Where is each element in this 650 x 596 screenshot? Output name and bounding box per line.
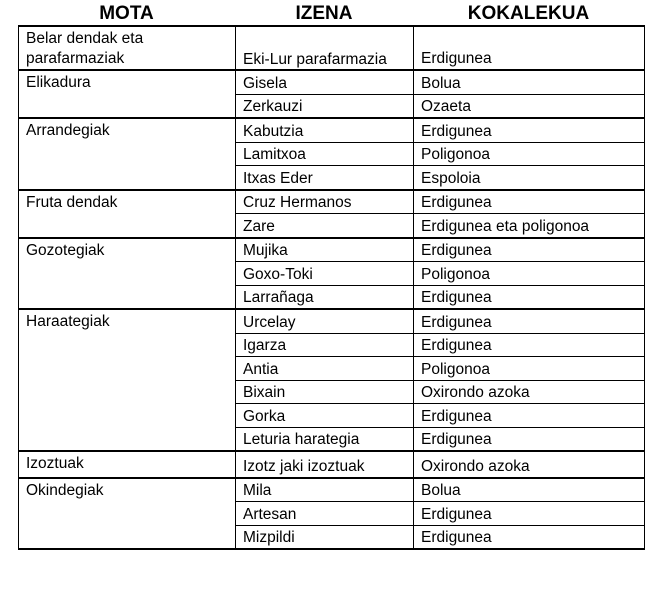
kokalekua-cell: Bolua: [414, 478, 645, 502]
kokalekua-cell: Erdigunea: [414, 190, 645, 214]
table-row: [19, 309, 645, 333]
mota-cell: Arrandegiak: [19, 118, 236, 190]
table-row: [19, 451, 645, 478]
mota-cell: Belar dendak eta parafarmaziak: [19, 26, 236, 70]
kokalekua-cell: Erdigunea: [414, 404, 645, 428]
kokalekua-cell: Bolua: [414, 70, 645, 94]
category-group: [19, 478, 645, 550]
kokalekua-cell: Erdigunea eta poligonoa: [414, 214, 645, 238]
kokalekua-cell: Ozaeta: [414, 94, 645, 118]
mota-cell: Gozotegiak: [19, 238, 236, 310]
izena-cell: Urcelay: [236, 309, 414, 333]
izena-cell: Mizpildi: [236, 525, 414, 549]
kokalekua-cell: Oxirondo azoka: [414, 380, 645, 404]
kokalekua-cell: Erdigunea: [414, 502, 645, 526]
izena-cell: Zare: [236, 214, 414, 238]
category-group: [19, 451, 645, 478]
izena-cell: Larrañaga: [236, 285, 414, 309]
izena-cell: Izotz jaki izoztuak: [236, 451, 414, 478]
category-group: [19, 70, 645, 118]
table-row: [19, 238, 645, 262]
izena-cell: Gorka: [236, 404, 414, 428]
izena-cell: Artesan: [236, 502, 414, 526]
kokalekua-cell: Erdigunea: [414, 26, 645, 70]
mota-cell: Okindegiak: [19, 478, 236, 550]
header-kokalekua: KOKALEKUA: [467, 3, 590, 24]
kokalekua-cell: Oxirondo azoka: [414, 451, 645, 478]
izena-cell: [236, 26, 414, 70]
header-mota: MOTA: [99, 3, 154, 24]
category-group: [19, 238, 645, 310]
table-row: [19, 118, 645, 142]
izena-cell: Lamitxoa: [236, 142, 414, 166]
izena-cell: Bixain: [236, 380, 414, 404]
izena-cell: Goxo-Toki: [236, 262, 414, 286]
kokalekua-cell: Espoloia: [414, 166, 645, 190]
table-row: [19, 70, 645, 94]
kokalekua-cell: Erdigunea: [414, 118, 645, 142]
table-row: [19, 26, 645, 70]
kokalekua-cell: Erdigunea: [414, 333, 645, 357]
izena-cell: Kabutzia: [236, 118, 414, 142]
mota-cell: Fruta dendak: [19, 190, 236, 238]
business-directory-table: [18, 25, 645, 550]
kokalekua-cell: Erdigunea: [414, 285, 645, 309]
category-group: [19, 309, 645, 451]
table-row: [19, 190, 645, 214]
category-group: [19, 26, 645, 70]
mota-cell: Elikadura: [19, 70, 236, 118]
izena-cell: Zerkauzi: [236, 94, 414, 118]
izena-cell: Mujika: [236, 238, 414, 262]
izena-text: Eki-Lur parafarmazia: [243, 51, 387, 68]
kokalekua-cell: Poligonoa: [414, 262, 645, 286]
izena-cell: Leturia harategia: [236, 427, 414, 451]
kokalekua-cell: Erdigunea: [414, 525, 645, 549]
table-headers: [18, 0, 644, 26]
mota-cell: Haraategiak: [19, 309, 236, 451]
kokalekua-cell: Erdigunea: [414, 238, 645, 262]
izena-cell: Igarza: [236, 333, 414, 357]
izena-cell: Antia: [236, 357, 414, 381]
category-group: [19, 118, 645, 190]
kokalekua-cell: Poligonoa: [414, 357, 645, 381]
izena-cell: Gisela: [236, 70, 414, 94]
mota-cell: Izoztuak: [19, 451, 236, 478]
kokalekua-cell: Erdigunea: [414, 427, 645, 451]
izena-cell: Itxas Eder: [236, 166, 414, 190]
kokalekua-cell: Poligonoa: [414, 142, 645, 166]
category-group: [19, 190, 645, 238]
header-izena: IZENA: [295, 3, 353, 24]
table-row: [19, 478, 645, 502]
izena-cell: Mila: [236, 478, 414, 502]
kokalekua-cell: Erdigunea: [414, 309, 645, 333]
izena-cell: Cruz Hermanos: [236, 190, 414, 214]
